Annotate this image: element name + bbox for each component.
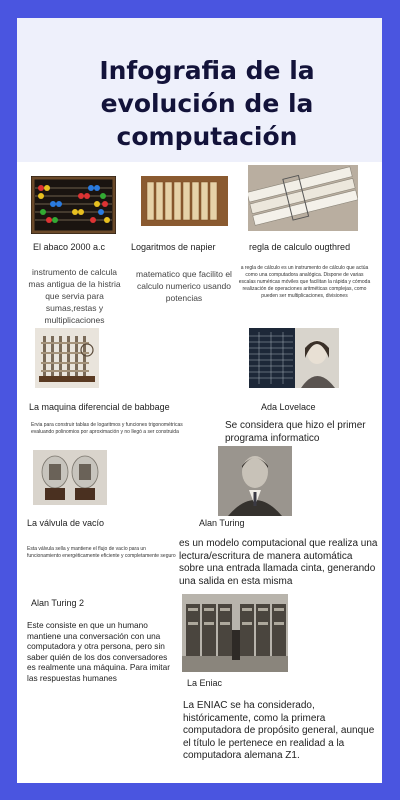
- item-label-napier: Logaritmos de napier: [131, 242, 216, 252]
- item-label-abacus: El abaco 2000 a.c: [33, 242, 106, 252]
- difference-engine-image: [35, 328, 99, 388]
- item-label-babbage: La maquina diferencial de babbage: [29, 402, 170, 412]
- napier-rods-image: [141, 176, 228, 226]
- item-text-turing-test: Este consiste en que un humano mantiene una conversación con una computadora y otra persona, pero sin saber quién de los dos conversadores es realmente una máquina. Para imitar las respuestas humanes: [27, 620, 170, 683]
- item-text-napier: matematico que facilito el calculo numerico usando potencias: [136, 269, 232, 303]
- eniac-image: [182, 594, 288, 672]
- item-text-abacus: instrumento de calcula mas antigua de la histria que servia para sumas,restas y multiplicaciones: [28, 267, 121, 325]
- item-label-slide-rule: regla de calculo ougthred: [249, 242, 351, 252]
- alan-turing-image: [218, 446, 292, 516]
- item-text-babbage: Ervia para construir tablas de logaritmos y funciones trigonométricas evaluando polinomios por aproximación y no llegó a ser construida: [31, 422, 183, 435]
- item-label-turing-test: Alan Turing 2: [31, 598, 85, 608]
- item-label-vacuum-tube: La válvula de vacío: [27, 518, 105, 528]
- vacuum-tube-image: [33, 450, 107, 505]
- ada-lovelace-image: [249, 328, 339, 388]
- slide-rule-image: [248, 165, 358, 231]
- item-label-eniac: La Eniac: [187, 678, 223, 688]
- abacus-image: [31, 176, 116, 234]
- item-text-vacuum-tube: Esta válvula sella y mantiene el flujo de vacío para un funcionamiento energéticamente eficiente y completamente seguro: [27, 546, 176, 559]
- infographic-page: [17, 18, 382, 783]
- item-text-slide-rule: a regla de cálculo es un instrumento de cálculo que actúa como una computadora analógica. Dispone de varias escalas numéricas móviles que facilitan la rápida y cómoda realización de operaciones aritméticas complejas, como pueden ser multiplicaciones, divisiones: [238, 265, 371, 299]
- item-text-ada: Se considera que hizo el primer programa informatico: [225, 420, 366, 444]
- item-label-turing: Alan Turing: [199, 518, 245, 528]
- item-text-eniac: La ENIAC se ha considerado, históricamente, como la primera computadora de propósito general, aunque el título le pertenece en realidad a la computadora alemana Z1.: [183, 700, 375, 761]
- item-label-ada: Ada Lovelace: [261, 402, 316, 412]
- item-text-turing: es un modelo computacional que realiza una lectura/escritura de manera automática sobre una entrada llamada cinta, generando una salida en esta misma: [179, 538, 378, 587]
- page-title: Infografia de la evolución de la computación: [99, 56, 315, 151]
